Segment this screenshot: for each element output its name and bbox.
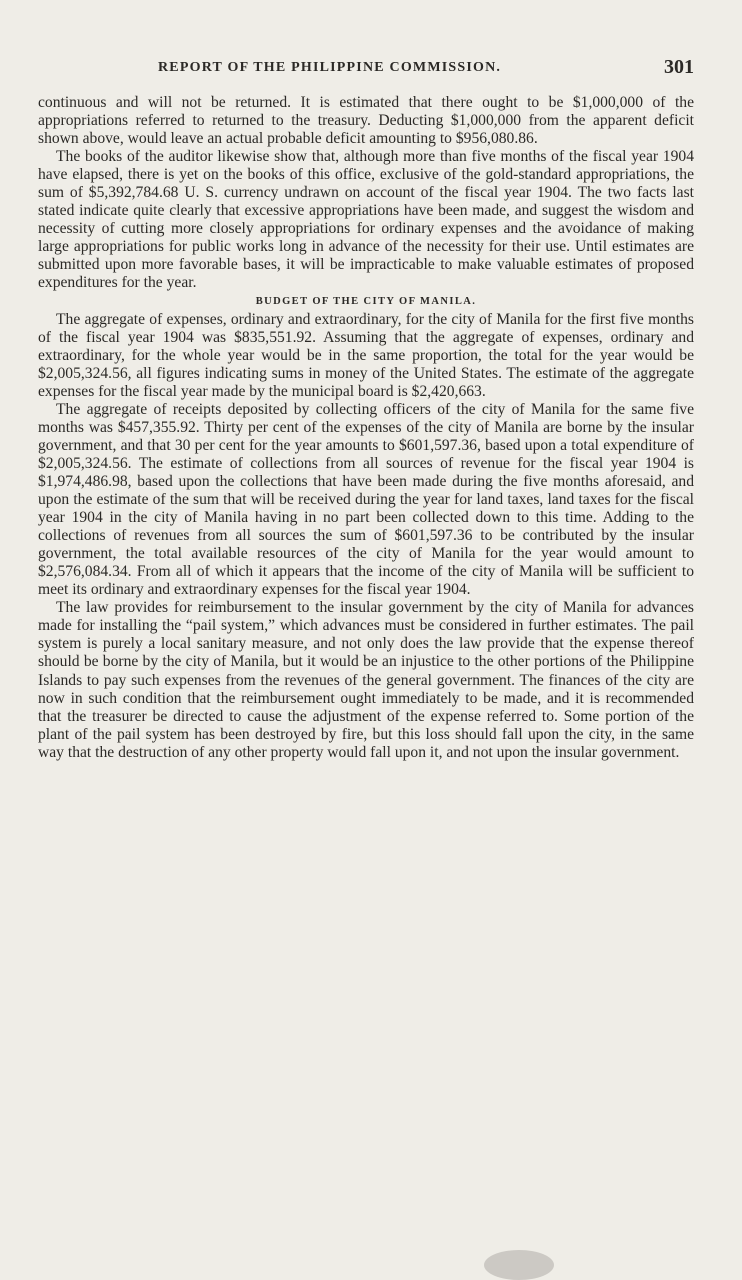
paragraph-auditor-books: The books of the auditor likewise show that, although more than five months of the fiscal year 1904 have elapsed, there is yet on the books of this office, exclusive of the gold-standard appropriations, the sum of $5,392,784.68 U. S. currency undrawn on account of the fiscal year 1904. The two facts last stated indicate quite clearly that excessive appropriations have been made, and suggest the wisdom and necessity of cutting more closely appropriations for ordinary expenses and the avoidance of making large appropriations for public works long in advance of the necessity for their use. Until estimates are submitted upon more favorable bases, it will be impracticable to make valuable estimates of proposed expenditures for the year. <box>38 148 694 292</box>
paragraph-aggregate-expenses: The aggregate of expenses, ordinary and extraordinary, for the city of Manila for the first five months of the fiscal year 1904 was $835,551.92. Assuming that the aggregate of expenses, ordinary and extraordinary, for the whole year would be in the same proportion, the total for the year would be $2,005,324.56, all figures indicating sums in money of the United States. The estimate of the aggregate expenses for the fiscal year made by the municipal board is $2,420,663. <box>38 310 694 400</box>
running-head: REPORT OF THE PHILIPPINE COMMISSION. <box>158 60 502 75</box>
paragraph-pail-system: The law provides for reimbursement to the insular government by the city of Manila for advances made for installing the “pail system,” which advances must be considered in further estimates. The pail system is purely a local sanitary measure, and not only does the law provide that the expense thereof should be borne by the city of Manila, but it would be an injustice to the other portions of the Philippine Islands to pay such expenses from the revenues of the general government. The finances of the city are now in such condition that the reimbursement ought immediately to be made, and it is recommended that the treasurer be directed to cause the adjustment of the expense referred to. Some portion of the plant of the pail system has been destroyed by fire, but this loss should fall upon the city, in the same way that the destruction of any other property would fall upon it, and not upon the insular government. <box>38 599 694 761</box>
page-header <box>38 56 694 80</box>
paragraph-aggregate-receipts: The aggregate of receipts deposited by collecting officers of the city of Manila for the same five months was $457,355.92. Thirty per cent of the expenses of the city of Manila are borne by the insular government, and that 30 per cent for the year amounts to $601,597.36, based upon a total expenditure of $2,005,324.56. The estimate of collections from all sources of revenue for the fiscal year 1904 is $1,974,486.98, based upon the collections that have been made during the five months aforesaid, and upon the estimate of the sum that will be received during the year for land taxes, land taxes for the fiscal year 1904 in the city of Manila having in no part been collected down to this time. Adding to the collections of revenues from all sources the sum of $601,597.36 to be contributed by the insular government, the total available resources of the city of Manila for the year would amount to $2,576,084.34. From all of which it appears that the income of the city of Manila will be sufficient to meet its ordinary and extraordinary expenses for the fiscal year 1904. <box>38 400 694 599</box>
paper-smudge <box>484 1250 554 1280</box>
section-title-budget-manila: BUDGET OF THE CITY OF MANILA. <box>255 295 477 307</box>
body-text <box>38 94 694 762</box>
page-number: 301 <box>664 56 694 78</box>
paragraph-continuation: continuous and will not be returned. It is estimated that there ought to be $1,000,000 of the appropriations referred to returned to the treasury. Deducting $1,000,000 from the apparent deficit shown above, would leave an actual probable deficit amounting to $956,080.86. <box>38 94 694 148</box>
